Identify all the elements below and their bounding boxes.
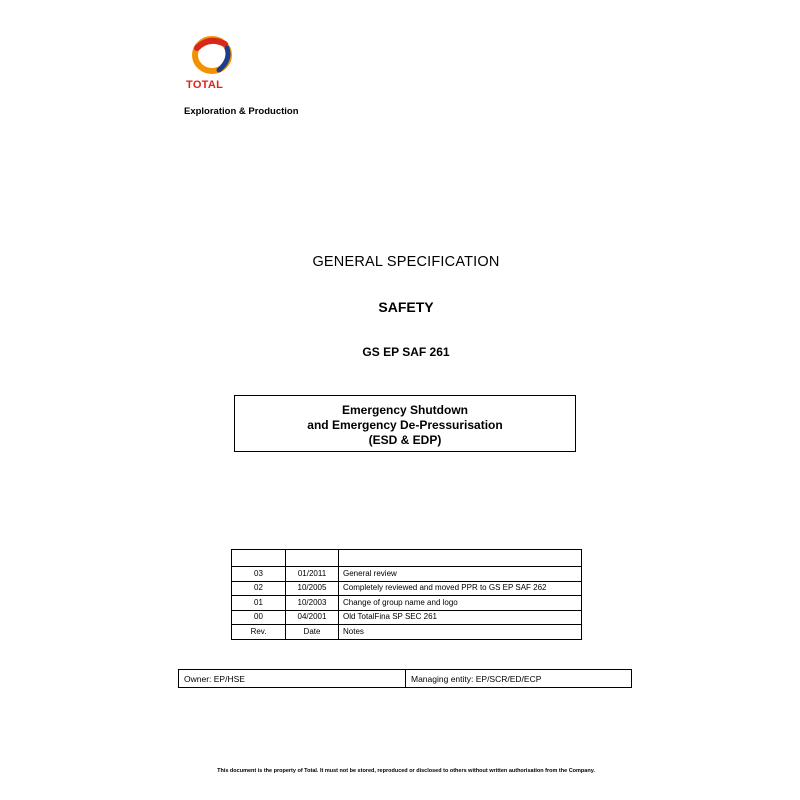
date-cell: 04/2001	[286, 610, 339, 625]
logo-wordmark: TOTAL	[186, 79, 224, 91]
table-row	[179, 670, 632, 688]
table-header-row	[232, 625, 582, 640]
document-title-box	[234, 395, 576, 452]
notes-cell: General review	[339, 567, 582, 582]
date-header: Date	[286, 625, 339, 640]
division-label: Exploration & Production	[184, 106, 299, 117]
ownership-table	[178, 669, 632, 688]
owner-cell: Owner: EP/HSE	[179, 670, 406, 688]
table-row	[232, 596, 582, 611]
notes-header: Notes	[339, 625, 582, 640]
confidentiality-notice: This document is the property of Total. It must not be stored, reproduced or disclosed to others without written authorisation from the Company.	[217, 768, 595, 774]
spec-type-heading: GENERAL SPECIFICATION	[312, 254, 500, 270]
section-heading: SAFETY	[378, 299, 434, 315]
rev-cell: 00	[232, 610, 286, 625]
date-cell: 01/2011	[286, 567, 339, 582]
document-title-line: and Emergency De-Pressurisation	[307, 418, 503, 432]
notes-cell: Change of group name and logo	[339, 596, 582, 611]
revision-table	[231, 549, 582, 640]
managing-entity-cell: Managing entity: EP/SCR/ED/ECP	[406, 670, 632, 688]
rev-cell: 02	[232, 581, 286, 596]
table-row	[232, 610, 582, 625]
table-row	[232, 550, 582, 567]
document-code: GS EP SAF 261	[362, 345, 450, 359]
date-cell: 10/2003	[286, 596, 339, 611]
rev-cell: 01	[232, 596, 286, 611]
rev-header: Rev.	[232, 625, 286, 640]
notes-cell: Old TotalFina SP SEC 261	[339, 610, 582, 625]
document-title-line: (ESD & EDP)	[368, 433, 442, 447]
table-row	[232, 567, 582, 582]
rev-cell: 03	[232, 567, 286, 582]
table-row	[232, 581, 582, 596]
document-title-line: Emergency Shutdown	[341, 403, 469, 417]
date-cell: 10/2005	[286, 581, 339, 596]
notes-cell: Completely reviewed and moved PPR to GS EP SAF 262	[339, 581, 582, 596]
